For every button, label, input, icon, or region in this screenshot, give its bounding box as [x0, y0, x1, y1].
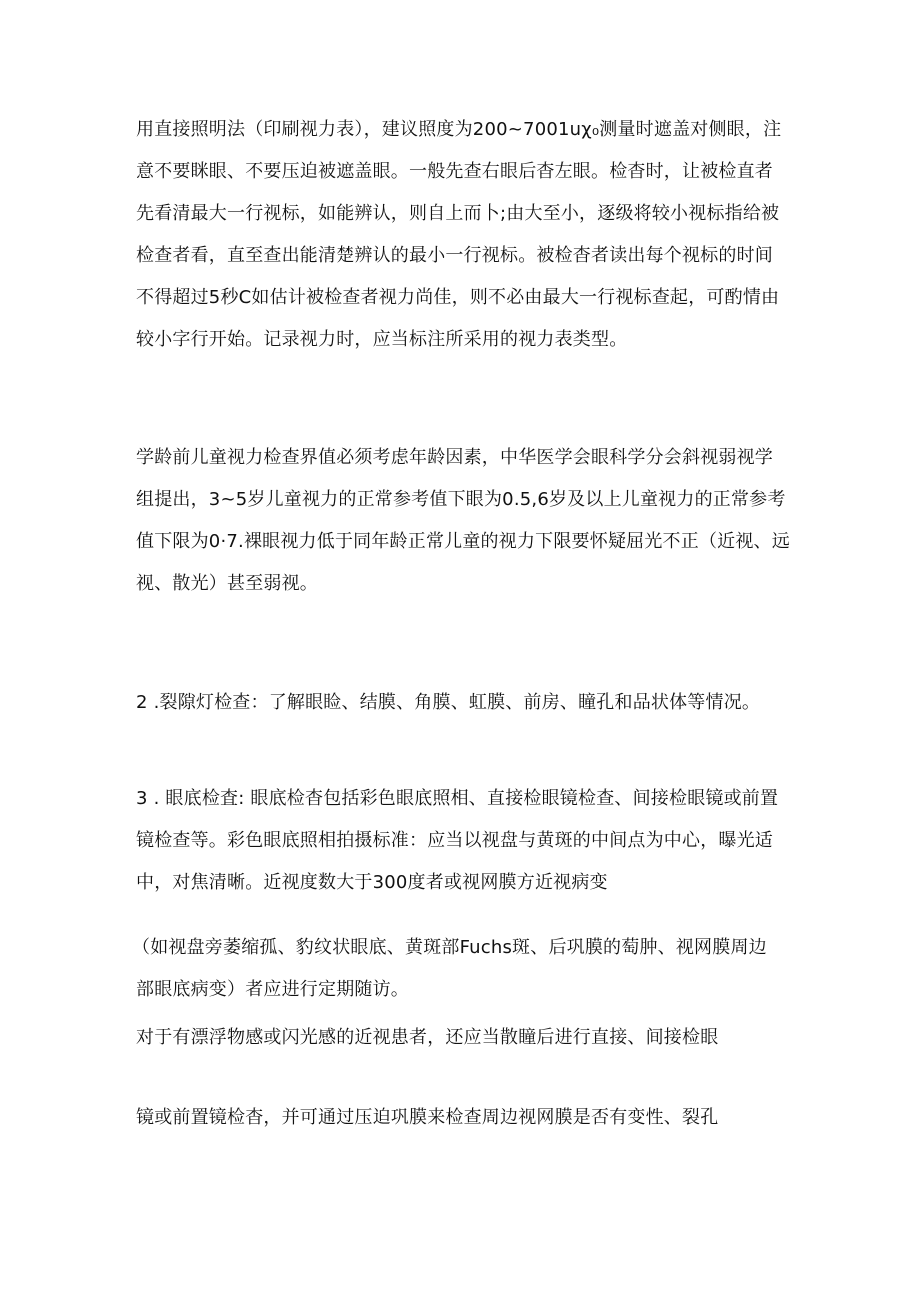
paragraph-preschool-threshold: [136, 437, 796, 605]
text-line: 检查者看，直至查出能清楚辨认的最小一行视标。被检杳者读出每个视标的时间: [136, 245, 773, 266]
text-line: 组提出，3~5岁儿童视力的正常参考值下眼为0.5,6岁及以上儿童视力的正常参考: [136, 489, 786, 510]
text-line: 不得超过5秒C如估计被检查者视力尚佳，则不必由最大一行视标查起，可酌情由: [136, 287, 780, 308]
text-line: 值下限为0·7.裸眼视力低于同年龄正常儿童的视力下限要怀疑屈光不正（近视、远: [136, 531, 790, 552]
text-line: 中，对焦清晰。近视度数大于300度者或视网膜方近视病变: [136, 872, 608, 893]
item-slit-lamp: 2 .裂隙灯检查：了解眼睑、结膜、角膜、虹膜、前房、瞳孔和品状体等情况。: [136, 692, 761, 713]
paragraph-visual-acuity-method: [136, 109, 796, 361]
text-line: 用直接照明法（印刷视力表），建议照度为200~7001uχ₀测量时遮盖对侧眼，注: [136, 119, 782, 140]
text-line: 3 . 眼底检査: 眼底检杳包括彩色眼底照相、直接检眼镜检查、间接检眼镜或前置: [136, 788, 779, 809]
line-scleral-depression: 镜或前置镜检杳，并可通过压迫巩膜来检查周边视网膜是否有变性、裂孔: [136, 1107, 719, 1128]
item-fundus-exam-continued: [132, 927, 796, 1011]
text-line: 先看清最大一行视标，如能辨认，则自上而卜;由大至小，逐级将较小视标指给被: [136, 203, 780, 224]
text-line: 视、散光）甚至弱视。: [136, 573, 318, 594]
text-line: 镜检查等。彩色眼底照相拍摄标准：应当以视盘与黄斑的中间点为中心，曝光适: [136, 830, 773, 851]
text-line: 意不要眯眼、不要压迫被遮盖眼。一般先查右眼后杳左眼。检杳时，让被检直者: [136, 161, 773, 182]
item-fundus-exam: [136, 778, 796, 904]
text-line: （如视盘旁萎缩孤、豹纹状眼底、黄斑部Fuchs斑、后巩膜的萄肿、视网膜周边: [132, 937, 767, 958]
text-line: 学龄前儿童视力检查界值必须考虑年龄因素，中华医学会眼科学分会斜视弱视学: [136, 447, 773, 468]
text-line: 较小字行开始。记录视力时，应当标注所采用的视力表类型。: [136, 329, 628, 350]
line-floaters: 对于有漂浮物感或闪光感的近视患者，还应当散瞳后进行直接、间接检眼: [136, 1027, 719, 1048]
text-line: 部眼底病变）者应进行定期随访。: [136, 979, 409, 1000]
